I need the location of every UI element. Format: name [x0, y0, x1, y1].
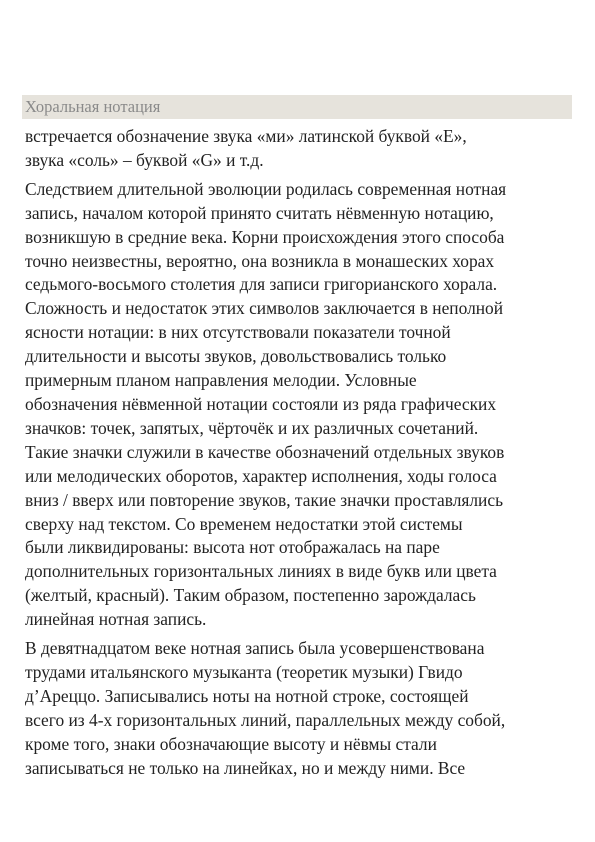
text-line: линейная нотная запись. [25, 609, 207, 630]
paragraph-1 [25, 125, 575, 173]
paragraph-2 [25, 178, 575, 632]
text-line: дополнительных горизонтальных линиях в виде букв или цвета [25, 561, 497, 582]
text-line: примерным планом направления мелодии. Условные [25, 370, 417, 391]
text-line: (желтый, красный). Таким образом, постепенно зарождалась [25, 585, 476, 606]
section-header [22, 95, 572, 119]
text-line: записываться не только на линейках, но и между ними. Все [25, 757, 466, 778]
text-line: звука «соль» – буквой «G» и т.д. [25, 149, 264, 170]
text-line: или мелодических оборотов, характер исполнения, ходы голоса [25, 465, 497, 486]
text-line: запись, началом которой принято считать нёвменную нотацию, [25, 202, 494, 223]
text-line: были ликвидированы: высота нот отображалась на паре [25, 537, 440, 558]
paragraph-3 [25, 637, 575, 780]
text-line: Следствием длительной эволюции родилась современная нотная [25, 178, 507, 199]
text-line: В девятнадцатом веке нотная запись была усовершенствована [25, 638, 485, 659]
text-line: ясности нотации: в них отсутствовали показатели точной [25, 322, 451, 343]
text-line: вниз / вверх или повторение звуков, такие значки проставлялись [25, 489, 504, 510]
text-line: седьмого-восьмого столетия для записи григорианского хорала. [25, 274, 498, 295]
document-body [25, 125, 575, 780]
text-line: трудами итальянского музыканта (теоретик музыки) Гвидо [25, 661, 463, 682]
text-line: обозначения нёвменной нотации состояли из ряда графических [25, 393, 497, 414]
text-line: встречается обозначение звука «ми» латинской буквой «Е», [25, 126, 467, 146]
text-line: кроме того, знаки обозначающие высоту и нёвмы стали [25, 733, 437, 754]
text-line: Сложность и недостаток этих символов заключается в неполной [25, 298, 504, 319]
text-line: точно неизвестны, вероятно, она возникла в монашеских хорах [25, 250, 495, 271]
text-line: всего из 4-х горизонтальных линий, параллельных между собой, [25, 709, 506, 730]
section-title: Хоральная нотация [25, 97, 161, 116]
text-line: д’Ареццо. Записывались ноты на нотной строке, состоящей [25, 685, 469, 706]
text-line: Такие значки служили в качестве обозначений отдельных звуков [25, 441, 505, 462]
text-line: значков: точек, запятых, чёрточёк и их различных сочетаний. [25, 417, 479, 438]
text-line: сверху над текстом. Со временем недостатки этой системы [25, 513, 463, 534]
text-line: возникшую в средние века. Корни происхождения этого способа [25, 226, 505, 247]
text-line: длительности и высоты звуков, довольствовались только [25, 346, 447, 367]
